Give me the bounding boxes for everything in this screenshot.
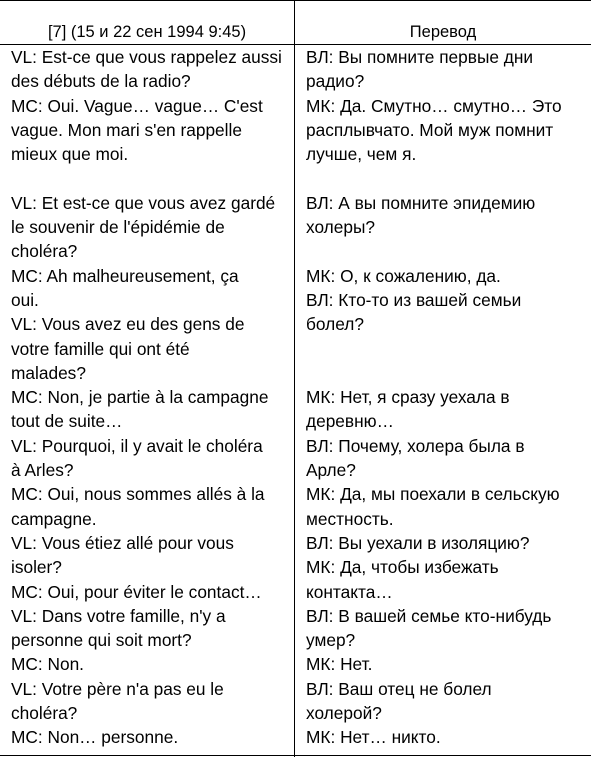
- russian-text-line: умер?: [306, 630, 356, 651]
- french-text-line: MC: Non… personne.: [11, 727, 179, 748]
- french-text-line: campagne.: [11, 508, 97, 529]
- russian-text-line: ВЛ: Почему, холера была в: [306, 435, 525, 456]
- russian-text-line: [306, 337, 589, 361]
- russian-text-line: МК: Да. Смутно… смутно… Это: [306, 95, 562, 116]
- russian-text-line: расплывчато. Мой муж помнит: [306, 119, 554, 140]
- russian-text-line: радио?: [306, 71, 365, 92]
- russian-text-line: ВЛ: Вы помните первые дни: [306, 47, 534, 67]
- french-text-line: [11, 166, 293, 190]
- french-text-line: isoler?: [11, 557, 62, 578]
- french-text-line: des débuts de la radio?: [11, 71, 191, 92]
- french-text-line: MC: Oui, nous sommes allés à la: [11, 484, 265, 505]
- french-text-line: VL: Dans votre famille, n'y a: [11, 605, 226, 626]
- french-text-line: choléra?: [11, 703, 78, 724]
- russian-text-line: болел?: [306, 314, 364, 335]
- french-column: [11, 45, 293, 750]
- french-text-line: VL: Vous avez eu des gens de: [11, 314, 245, 335]
- russian-text-line: холерой?: [306, 703, 382, 724]
- russian-text-line: ВЛ: Вы уехали в изоляцию?: [306, 532, 530, 553]
- french-text-line: personne qui soit mort?: [11, 630, 192, 651]
- russian-text-line: холеры?: [306, 217, 376, 238]
- french-text-line: MC: Oui. Vague… vague… C'est: [11, 95, 263, 116]
- french-text-line: VL: Vous étiez allé pour vous: [11, 532, 234, 553]
- french-text-line: votre famille qui ont été: [11, 338, 190, 359]
- french-text-line: VL: Pourquoi, il y avait le choléra: [11, 435, 263, 456]
- russian-text-line: МК: Нет, я сразу уехала в: [306, 387, 510, 408]
- russian-text-line: [306, 239, 589, 263]
- french-text-line: le souvenir de l'épidémie de: [11, 217, 225, 238]
- french-text-line: oui.: [11, 289, 39, 310]
- russian-text-line: МК: О, к сожалению, да.: [306, 265, 501, 286]
- column-divider: [294, 1, 295, 757]
- russian-text-line: ВЛ: В вашей семье кто-нибудь: [306, 605, 552, 626]
- french-text-line: VL: Et est-ce que vous avez gardé: [11, 192, 276, 213]
- french-text-line: VL: Votre père n'a pas eu le: [11, 678, 224, 699]
- french-text-line: à Arles?: [11, 460, 74, 481]
- russian-column: [306, 45, 589, 750]
- header-source-cell: [7] (15 и 22 сен 1994 9:45): [47, 23, 247, 41]
- french-text-line: mieux que moi.: [11, 144, 129, 165]
- french-text-line: malades?: [11, 362, 86, 383]
- french-text-line: MC: Oui, pour éviter le contact…: [11, 581, 262, 602]
- russian-text-line: контакта…: [306, 581, 393, 602]
- russian-text-line: [306, 166, 589, 190]
- russian-text-line: ВЛ: Ваш отец не болел: [306, 678, 492, 699]
- french-text-line: MC: Non.: [11, 654, 84, 675]
- french-text-line: VL: Est-ce que vous rappelez aussi: [11, 47, 282, 67]
- french-text-line: tout de suite…: [11, 411, 123, 432]
- russian-text-line: местность.: [306, 508, 394, 529]
- russian-text-line: Арле?: [306, 460, 356, 481]
- russian-text-line: МК: Да, мы поехали в сельскую: [306, 484, 560, 505]
- russian-text-line: МК: Нет.: [306, 654, 373, 675]
- french-text-line: choléra?: [11, 241, 78, 262]
- russian-text-line: ВЛ: А вы помните эпидемию: [306, 192, 536, 213]
- russian-text-line: МК: Нет… никто.: [306, 727, 441, 748]
- russian-text-line: деревню…: [306, 411, 394, 432]
- french-text-line: MC: Ah malheureusement, ça: [11, 265, 239, 286]
- russian-text-line: [306, 361, 589, 385]
- russian-text-line: лучше, чем я.: [306, 144, 417, 165]
- header-translation-cell: Перевод: [409, 23, 477, 41]
- russian-text-line: ВЛ: Кто-то из вашей семьи: [306, 289, 522, 310]
- russian-text-line: МК: Да, чтобы избежать: [306, 557, 499, 578]
- french-text-line: MC: Non, je partie à la campagne: [11, 387, 269, 408]
- french-text-line: vague. Mon mari s'en rappelle: [11, 119, 242, 140]
